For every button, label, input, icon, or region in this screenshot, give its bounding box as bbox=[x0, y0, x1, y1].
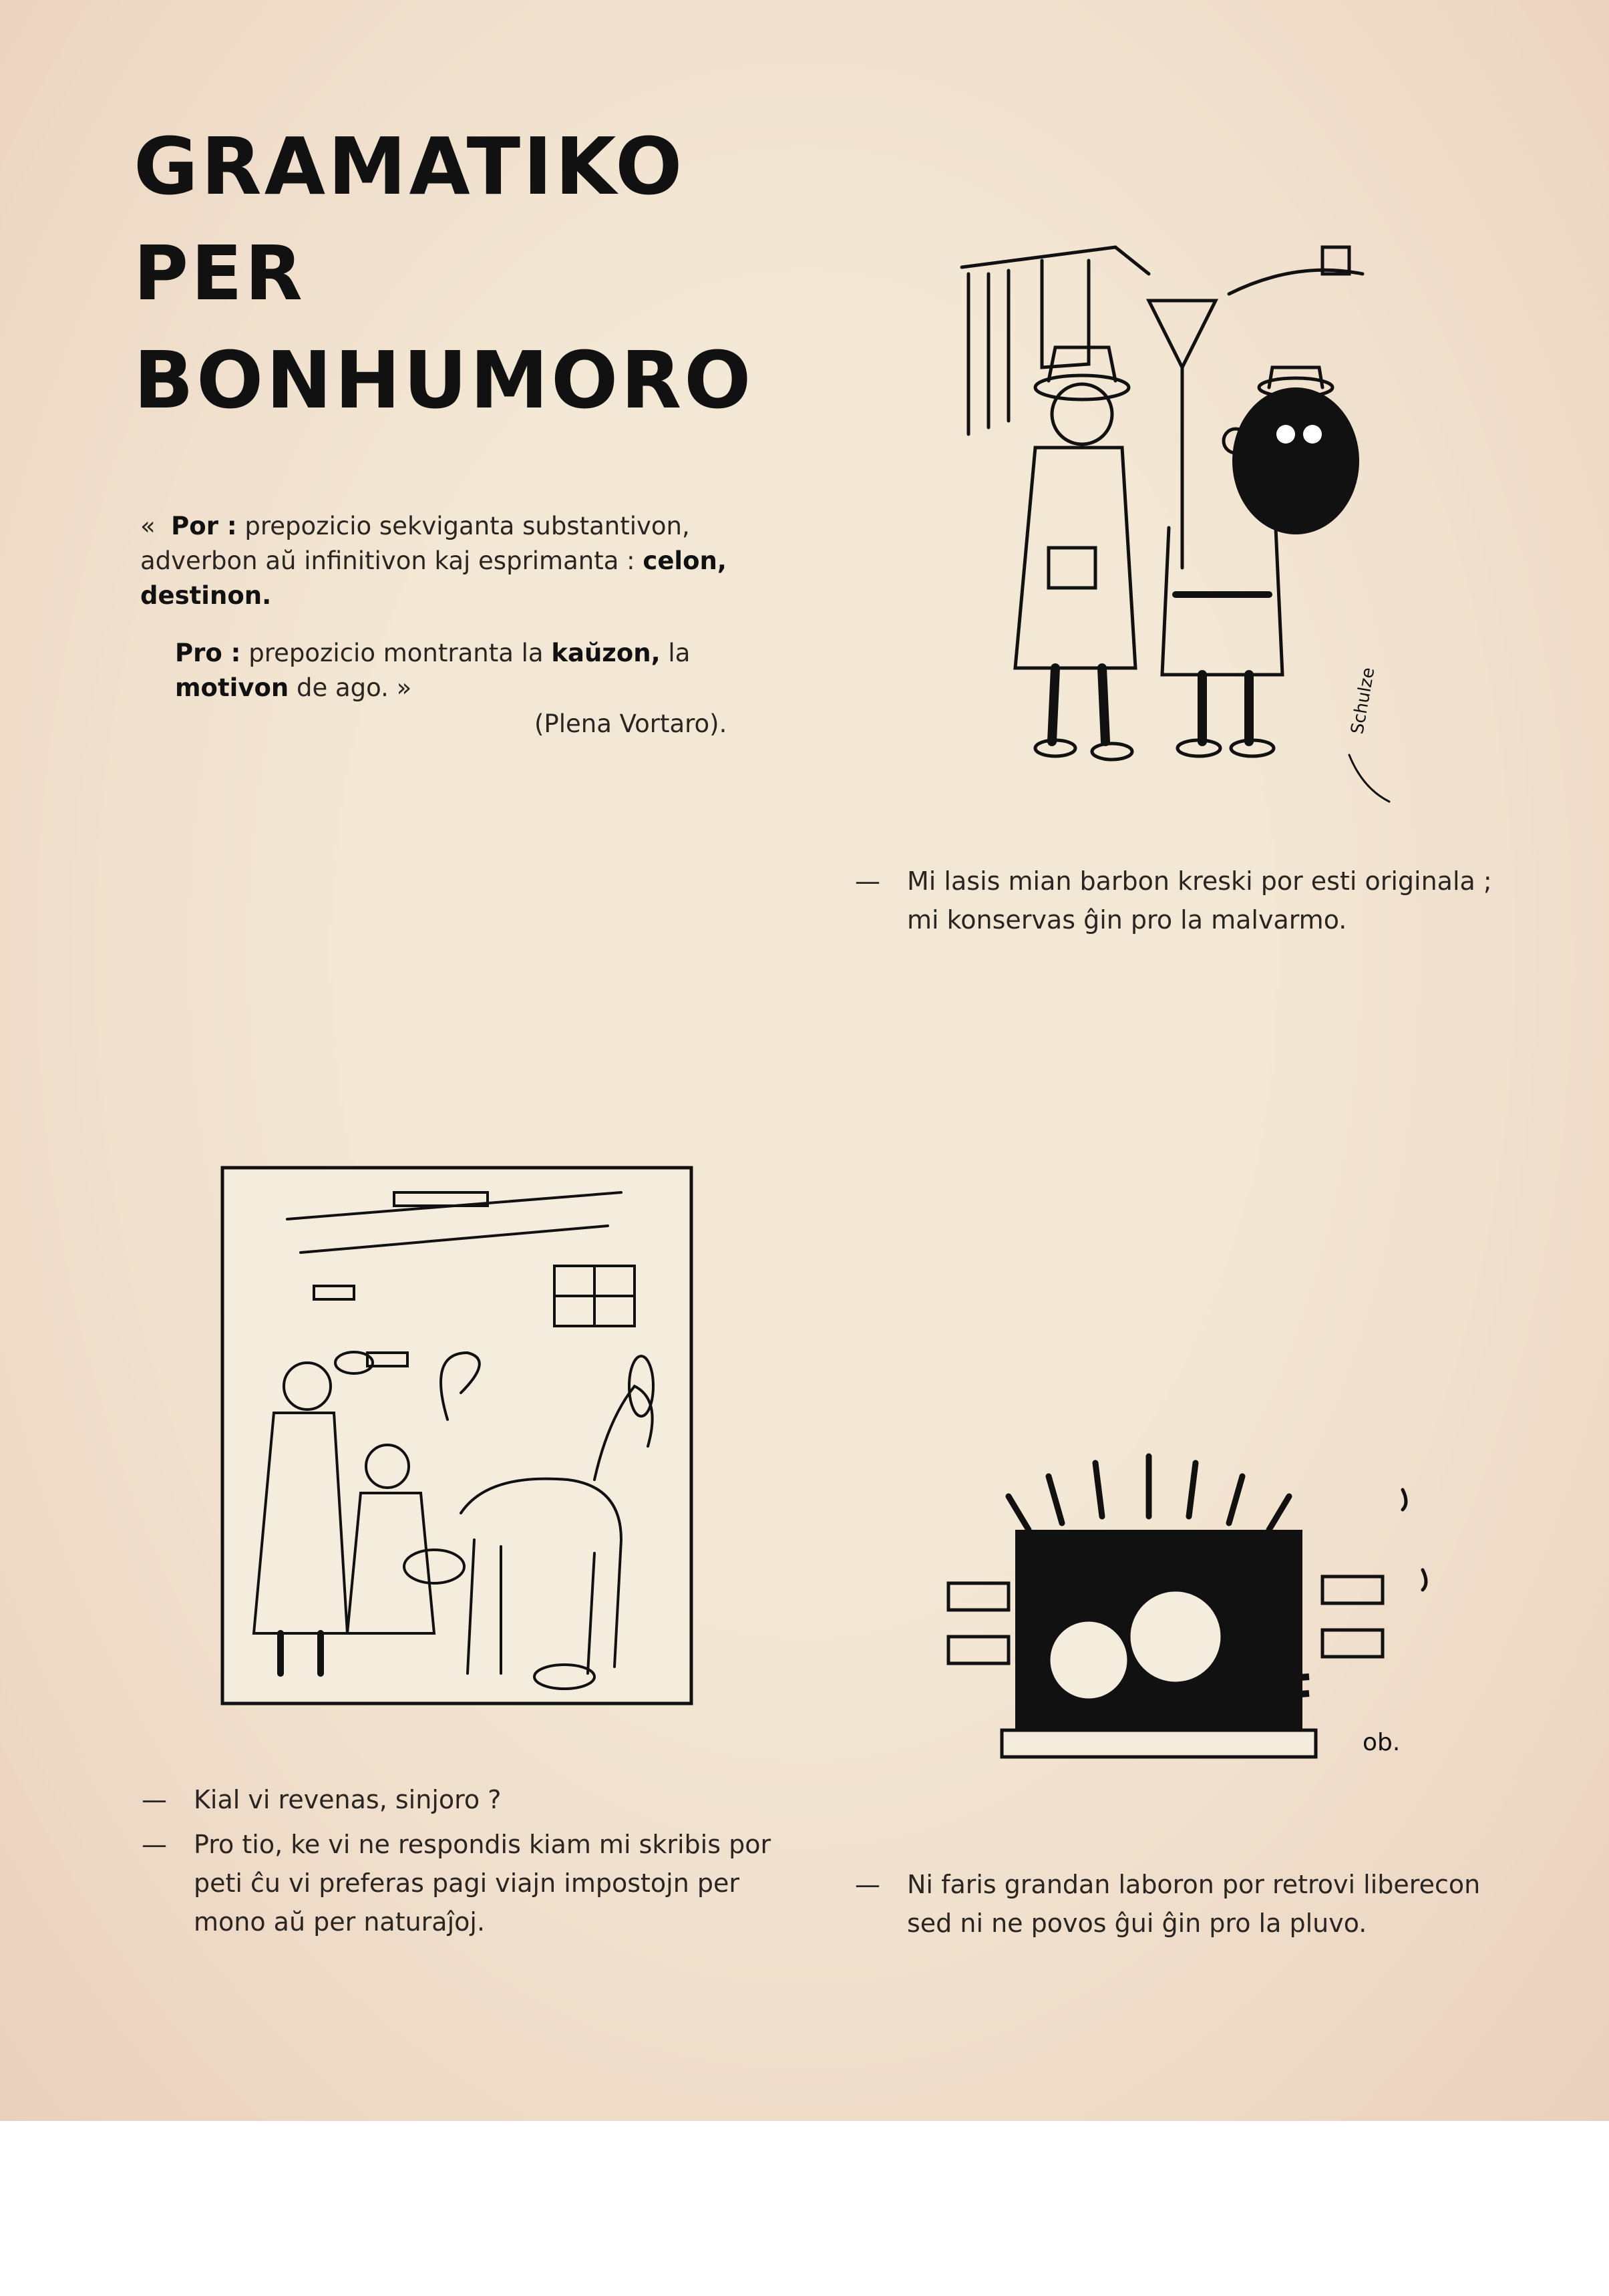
cartoon-2-caption-a bbox=[142, 1780, 810, 1819]
pro-bold-1: kaŭzon, bbox=[551, 639, 661, 667]
definition-source: (Plena Vortaro). bbox=[534, 709, 727, 738]
caption-text: Mi lasis mian barbon kreski por esti originala ; mi konservas ĝin pro la malvarmo. bbox=[907, 866, 1492, 935]
por-bold: celon, destinon. bbox=[140, 546, 727, 610]
por-term: Por : bbox=[171, 512, 237, 540]
page-title-line-2: PER bbox=[134, 230, 305, 317]
pro-end: de ago. » bbox=[297, 673, 412, 702]
pro-text: prepozicio montranta la bbox=[248, 639, 544, 667]
pro-term: Pro : bbox=[175, 639, 241, 667]
por-text: prepozicio sekviganta substantivon, adverbon aŭ infinitivon kaj esprimanta : bbox=[140, 512, 690, 575]
cartoon-1-caption bbox=[855, 862, 1496, 939]
pro-mid: la bbox=[668, 639, 691, 667]
caption-text: Ni faris grandan laboron por retrovi liberecon sed ni ne povos ĝui ĝin pro la pluvo. bbox=[907, 1870, 1481, 1938]
definition-pro bbox=[175, 636, 775, 705]
cartoon-3-signature: ob. bbox=[1363, 1729, 1401, 1756]
cartoon-bearded-man-illustration bbox=[948, 234, 1403, 808]
cartoon-1-signature: Schulze bbox=[1347, 665, 1379, 736]
definition-por bbox=[140, 509, 775, 613]
page-title-line-1: GRAMATIKO bbox=[134, 120, 685, 212]
cartoon-2-caption-b bbox=[142, 1825, 796, 1941]
caption-text: Pro tio, ke vi ne respondis kiam mi skribis por peti ĉu vi preferas pagi viajn impostojn per mono aŭ per naturaĵoj. bbox=[194, 1830, 771, 1937]
open-quote: « bbox=[140, 512, 156, 540]
caption-dash: — bbox=[855, 1870, 880, 1899]
caption-dash: — bbox=[142, 1785, 167, 1814]
cartoon-3-caption bbox=[855, 1865, 1509, 1943]
page-title-line-3: BONHUMORO bbox=[134, 334, 754, 426]
cartoon-prisoners-window-illustration bbox=[935, 1436, 1443, 1770]
caption-dash: — bbox=[142, 1830, 167, 1859]
caption-dash: — bbox=[855, 866, 880, 896]
pro-bold-2: motivon bbox=[175, 673, 289, 702]
caption-text: Kial vi revenas, sinjoro ? bbox=[194, 1785, 502, 1814]
cartoon-donkey-illustration bbox=[220, 1166, 693, 1705]
